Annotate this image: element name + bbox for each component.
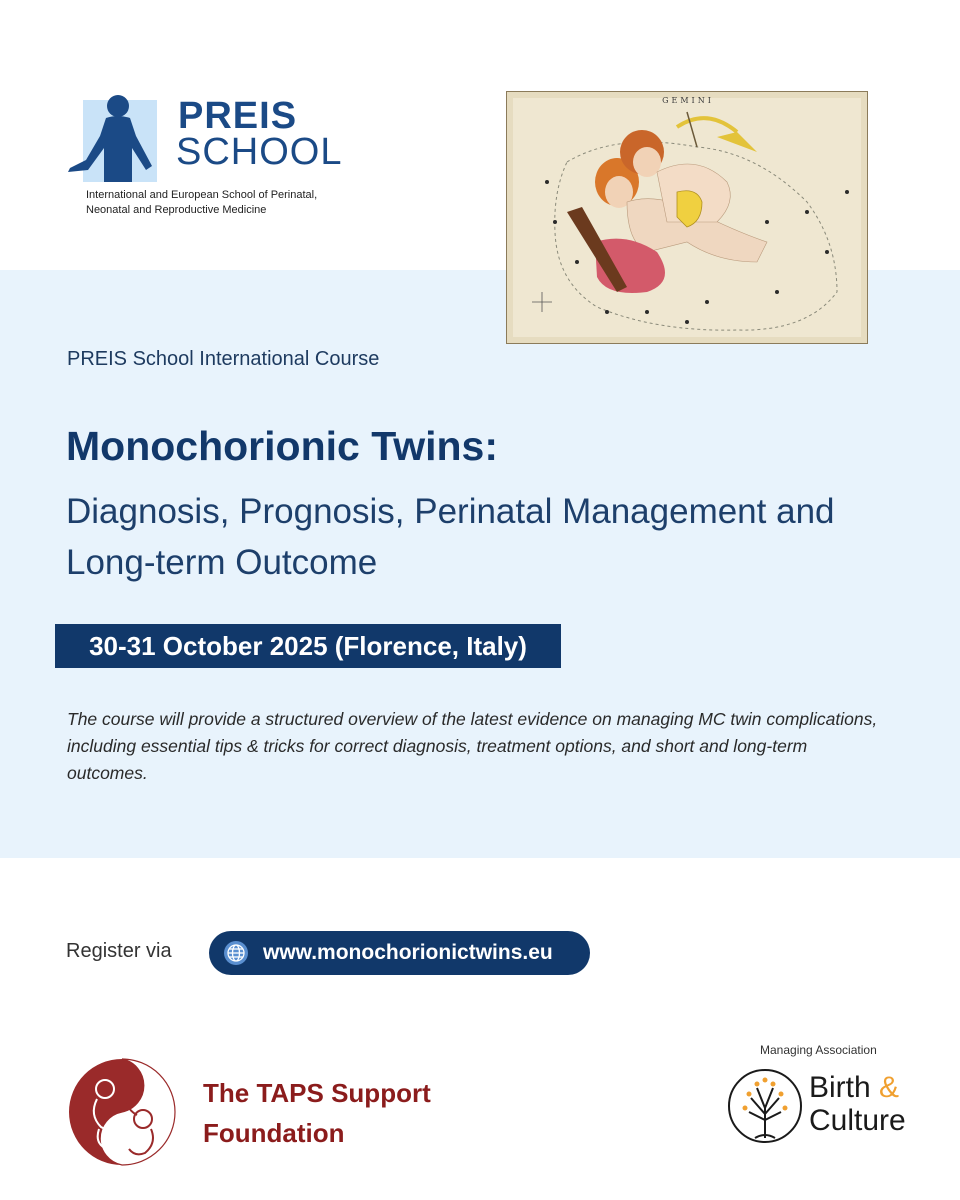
- course-description: The course will provide a structured overview of the latest evidence on managing MC twin complications, including essential tips & tricks for correct diagnosis, treatment options, and short and long-term outcomes.: [67, 709, 878, 783]
- taps-name-line2: Foundation: [203, 1118, 345, 1148]
- taps-name-line1: The TAPS Support: [203, 1078, 431, 1108]
- ampersand: &: [879, 1071, 900, 1104]
- birth-culture-line1: [809, 1071, 899, 1105]
- course-label: PREIS School International Course: [67, 348, 380, 370]
- logo-subtitle: [86, 188, 366, 218]
- gemini-constellation-illustration: [506, 91, 868, 344]
- child-silhouette-icon: [66, 92, 186, 182]
- globe-icon: [223, 940, 249, 966]
- course-subtitle: Diagnosis, Prognosis, Perinatal Management and Long-term Outcome: [66, 492, 835, 582]
- managing-association-label: Managing Association: [760, 1043, 877, 1057]
- course-title: Monochorionic Twins:: [66, 423, 498, 469]
- gemini-artwork: [507, 92, 869, 345]
- register-url[interactable]: www.monochorionictwins.eu: [263, 941, 553, 964]
- culture-word: Culture: [809, 1104, 906, 1137]
- preis-school-logo: [66, 92, 356, 222]
- taps-foundation-name: [203, 1073, 503, 1153]
- register-label: Register via: [66, 940, 172, 962]
- logo-school-text: SCHOOL: [176, 131, 343, 173]
- taps-foundation-logo: [67, 1057, 177, 1167]
- birth-word: Birth: [809, 1071, 871, 1104]
- gemini-title: GEMINI: [662, 96, 714, 105]
- logo-subtitle-line2: Neonatal and Reproductive Medicine: [86, 204, 267, 216]
- course-date-banner: 30-31 October 2025 (Florence, Italy): [55, 624, 561, 668]
- logo-subtitle-line1: International and European School of Perinatal,: [86, 189, 318, 201]
- register-link-button[interactable]: [209, 931, 590, 975]
- tree-icon: [727, 1068, 803, 1144]
- logo-preis-text: PREIS: [178, 95, 298, 137]
